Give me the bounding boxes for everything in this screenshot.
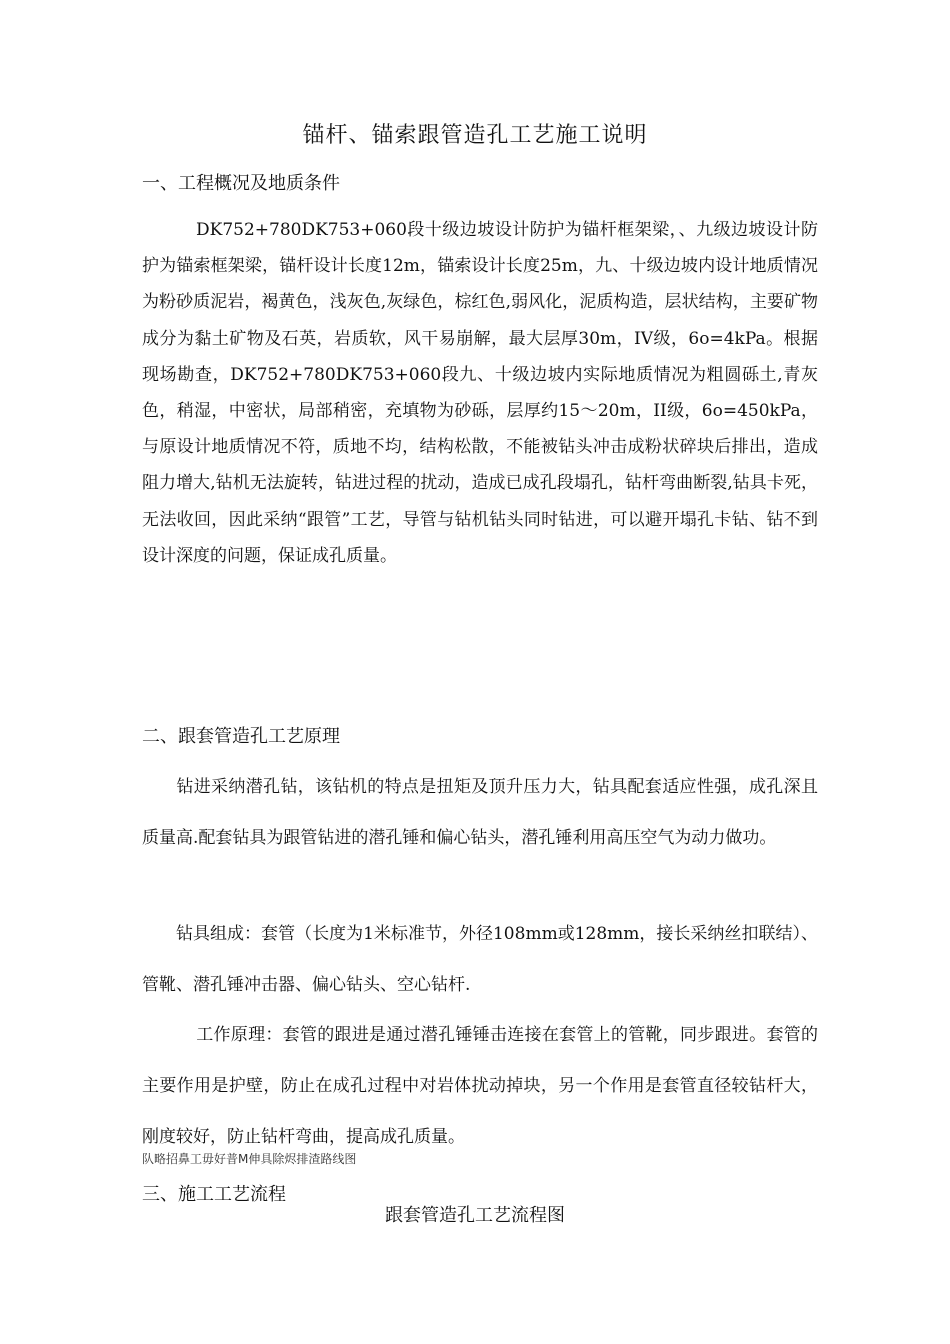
section1-heading: 一、工程概况及地质条件 bbox=[142, 173, 340, 194]
section1-paragraph-text: DK752+780DK753+060段十级边坡设计防护为锚杆框架梁，、九级边坡设计防护为锚索框架梁，锚杆设计长度12m，锚索设计长度25m，九、十级边坡内设计地质情况为粉砂质泥岩，褐黄色，浅灰色,灰绿色，棕红色,弱风化，泥质构造，层状结构，主要矿物成分为黏土矿物及石英，岩质软，风干易崩解，最大层厚30m，IV级，6o=4kPa。根据现场勘查，DK752+780DK753+060段九、十级边坡内实际地质情况为粗圆砾土,青灰色，稍湿，中密状，局部稍密，充填物为砂砾，层厚约15〜20m，II级，6o=450kPa，与原设计地质情况不符，质地不均，结构松散，不能被钻头冲击成粉状碎块后排出，造成阻力增大,钻机无法旋转，钻进过程的扰动，造成已成孔段塌孔，钻杆弯曲断裂,钻具卡死，无法收回，因此采纳“跟管”工艺，导管与钻机钻头同时钻进，可以避开塌孔卡钻、钻不到设计深度的问题，保证成孔质量。 bbox=[142, 220, 818, 566]
flowchart-title: 跟套管造孔工艺流程图 bbox=[385, 1205, 565, 1226]
section2-paragraph-2-text: 钻具组成：套管（长度为1米标准节，外径108mm或128mm，接长采纳丝扣联结）、管靴、潜孔锤冲击器、偏心钻头、空心钻杆. bbox=[142, 924, 818, 995]
section2-heading: 二、跟套管造孔工艺原理 bbox=[142, 726, 340, 747]
figure-caption-small: 队略招鼻工毋好普M伸具除烬排渣路线图 bbox=[142, 1152, 357, 1166]
section2-paragraph-3-text: 工作原理：套管的跟进是通过潜孔锤锤击连接在套管上的管靴，同步跟进。套管的主要作用是护壁，防止在成孔过程中对岩体扰动掉块，另一个作用是套管直径较钻杆大，刚度较好，防止钻杆弯曲，提高成孔质量。 bbox=[142, 1025, 818, 1147]
section2-paragraph-1 bbox=[142, 762, 818, 864]
section1-paragraph bbox=[142, 212, 818, 574]
section3-heading: 三、施工工艺流程 bbox=[142, 1184, 286, 1205]
section2-paragraph-2 bbox=[142, 909, 818, 1011]
section2-paragraph-3 bbox=[142, 1010, 818, 1163]
section2-paragraph-1-text: 钻进采纳潜孔钻，该钻机的特点是扭矩及顶升压力大，钻具配套适应性强，成孔深且质量高.配套钻具为跟管钻进的潜孔锤和偏心钻头，潜孔锤利用高压空气为动力做功。 bbox=[142, 777, 818, 848]
document-title: 锚杆、锚索跟管造孔工艺施工说明 bbox=[302, 123, 648, 148]
